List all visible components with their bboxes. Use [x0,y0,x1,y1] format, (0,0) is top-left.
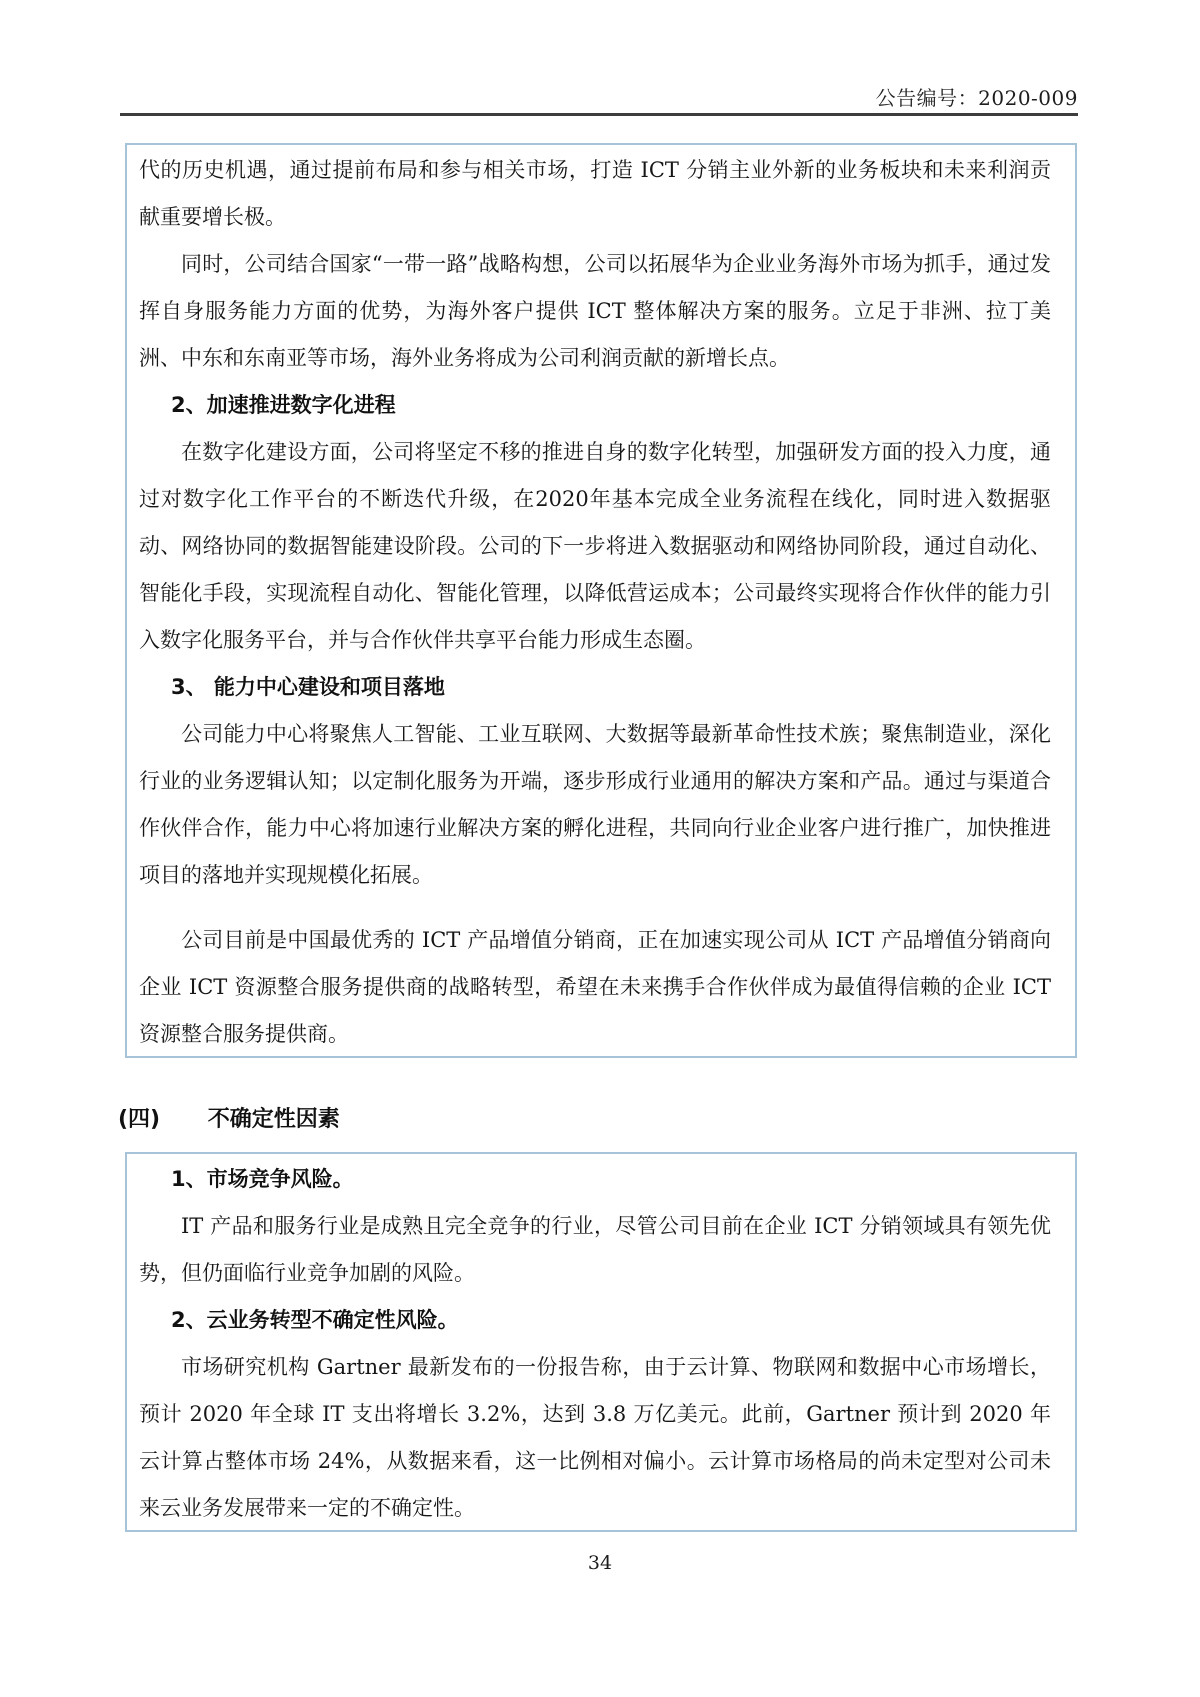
paragraph-company-vision: 公司目前是中国最优秀的 ICT 产品增值分销商，正在加速实现公司从 ICT 产品增值分销商向企业 ICT 资源整合服务提供商的战略转型，希望在未来携手合作伙伴成为最值得信赖的企业 ICT 资源整合服务提供商。 [139,928,1051,1046]
heading-digitalization: 2、加速推进数字化进程 [171,393,396,417]
heading-capability-center: 3、 能力中心建设和项目落地 [171,675,445,699]
header-divider [120,113,1078,116]
heading-cloud-transition-risk: 2、云业务转型不确定性风险。 [171,1308,459,1332]
heading-market-competition-risk: 1、市场竞争风险。 [171,1167,354,1191]
paragraph-capability-center: 公司能力中心将聚焦人工智能、工业互联网、大数据等最新革命性技术族；聚焦制造业，深化行业的业务逻辑认知；以定制化服务为开端，逐步形成行业通用的解决方案和产品。通过与渠道合作伙伴合作，能力中心将加速行业解决方案的孵化进程，共同向行业企业客户进行推广，加快推进项目的落地并实现规模化拓展。 [139,722,1051,887]
paragraph-overseas-market: 同时，公司结合国家“一带一路”战略构想，公司以拓展华为企业业务海外市场为抓手，通过发挥自身服务能力方面的优势，为海外客户提供 ICT 整体解决方案的服务。立足于非洲、拉丁美洲、中东和东南亚等市场，海外业务将成为公司利润贡献的新增长点。 [139,252,1051,370]
risk-section-box [125,1152,1077,1532]
section-heading-uncertainty [118,1102,340,1133]
paragraph-cloud-transition-risk: 市场研究机构 Gartner 最新发布的一份报告称，由于云计算、物联网和数据中心市场增长，预计 2020 年全球 IT 支出将增长 3.2%，达到 3.8 万亿美元。此前，Gartner 预计到 2020 年云计算占整体市场 24%，从数据来看，这一比例相对偏小。云计算市场格局的尚未定型对公司未来云业务发展带来一定的不确定性。 [139,1355,1051,1520]
announcement-number: 公告编号：2020-009 [875,86,1078,110]
paragraph-growth-pole: 代的历史机遇，通过提前布局和参与相关市场，打造 ICT 分销主业外新的业务板块和未来利润贡献重要增长极。 [139,158,1051,229]
paragraph-digitalization: 在数字化建设方面，公司将坚定不移的推进自身的数字化转型，加强研发方面的投入力度，通过对数字化工作平台的不断迭代升级，在2020年基本完成全业务流程在线化，同时进入数据驱动、网络协同的数据智能建设阶段。公司的下一步将进入数据驱动和网络协同阶段，通过自动化、智能化手段，实现流程自动化、智能化管理，以降低营运成本；公司最终实现将合作伙伴的能力引入数字化服务平台，并与合作伙伴共享平台能力形成生态圈。 [139,440,1051,652]
strategy-section-box [125,143,1077,1058]
section-title: 不确定性因素 [207,1107,340,1132]
paragraph-market-competition-risk: IT 产品和服务行业是成熟且完全竞争的行业，尽管公司目前在企业 ICT 分销领域具有领先优势，但仍面临行业竞争加剧的风险。 [139,1214,1051,1285]
page-number: 34 [587,1552,613,1574]
section-number: (四) [118,1107,161,1132]
